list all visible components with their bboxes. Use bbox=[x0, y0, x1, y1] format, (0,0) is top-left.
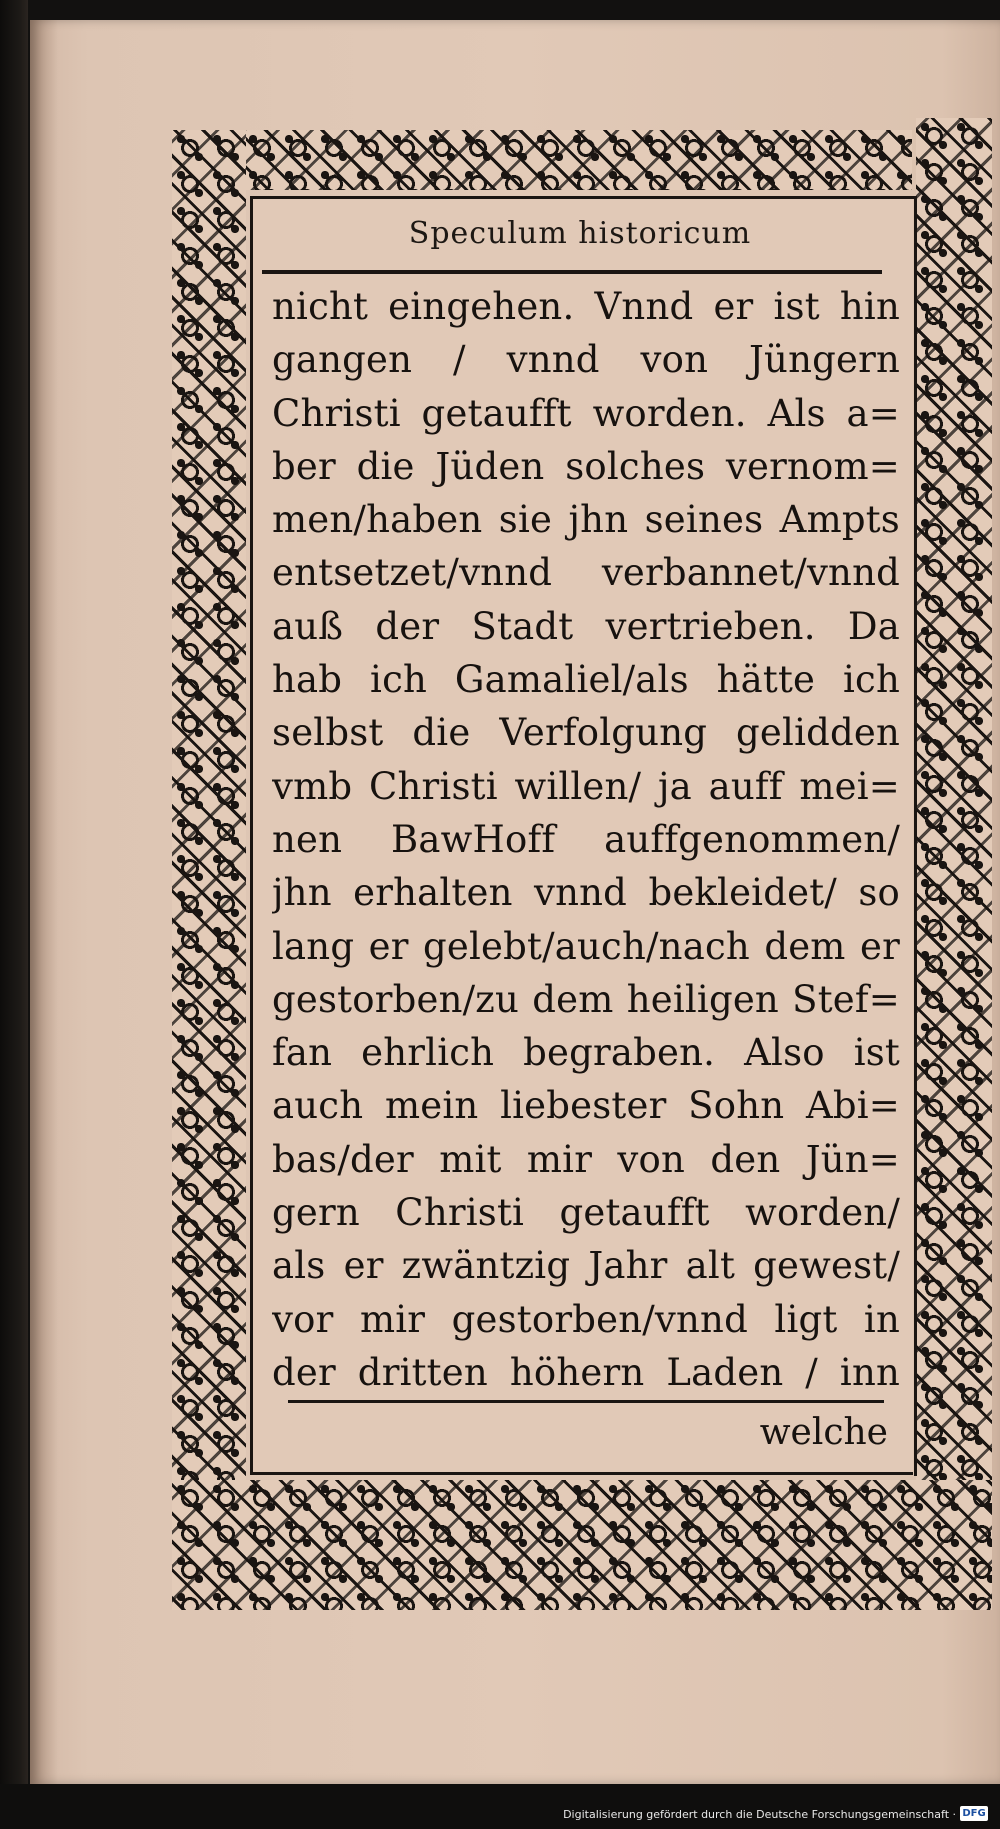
text-line: bas/der mit mir von den Jün= bbox=[272, 1137, 900, 1181]
text-line: nicht eingehen. Vnnd er ist hin bbox=[272, 285, 900, 328]
ornamental-border-right bbox=[916, 118, 992, 1528]
text-line: vor mir gestorben/vnnd ligt in bbox=[272, 1297, 900, 1341]
frame-top-rule bbox=[250, 196, 914, 199]
text-line: Christi getaufft worden. Als a= bbox=[272, 391, 900, 435]
text-line: gestorben/zu dem heiligen Stef= bbox=[272, 977, 900, 1021]
running-head: Speculum historicum bbox=[408, 216, 752, 251]
ornamental-border-left bbox=[172, 130, 246, 1610]
text-line: auß der Stadt vertrieben. Da bbox=[272, 604, 900, 648]
body-text bbox=[272, 280, 900, 1399]
text-line: jhn erhalten vnnd bekleidet/ so bbox=[272, 871, 900, 915]
text-line: nen BawHoff auffgenommen/ bbox=[272, 817, 900, 861]
text-line: hab ich Gamaliel/als hätte ich bbox=[272, 658, 900, 702]
text-line: fan ehrlich begraben. Also ist bbox=[272, 1031, 900, 1075]
text-line: ber die Jüden solches vernom= bbox=[272, 444, 900, 488]
digitization-credit: Digitalisierung gefördert durch die Deutsche Forschungsgemeinschaft · bbox=[563, 1808, 956, 1821]
foot-rule bbox=[288, 1400, 884, 1403]
text-line: men/haben sie jhn seines Ampts bbox=[272, 498, 900, 542]
scan-bottom-band bbox=[0, 1784, 1000, 1829]
catchword: welche bbox=[759, 1412, 888, 1453]
text-line: der dritten höhern Laden / inn bbox=[272, 1350, 900, 1394]
frame-right-rule bbox=[914, 196, 917, 1476]
text-line: selbst die Verfolgung gelidden bbox=[272, 711, 900, 755]
text-line: als er zwäntzig Jahr alt gewest/ bbox=[272, 1244, 900, 1288]
page-gutter-shadow bbox=[30, 20, 58, 1784]
scan-left-edge bbox=[0, 0, 28, 1829]
ornamental-border-bottom bbox=[172, 1480, 992, 1610]
text-line: lang er gelebt/auch/nach dem er bbox=[272, 924, 900, 968]
text-line: auch mein liebester Sohn Abi= bbox=[272, 1084, 900, 1128]
text-line: vmb Christi willen/ ja auff mei= bbox=[272, 764, 900, 808]
text-line: entsetzet/vnnd verbannet/vnnd bbox=[272, 551, 900, 595]
head-rule bbox=[262, 270, 882, 274]
ornamental-border-top bbox=[172, 130, 912, 190]
text-line: gangen / vnnd von Jüngern bbox=[272, 338, 900, 382]
dfg-logo: DFG bbox=[960, 1806, 988, 1821]
text-line: gern Christi getaufft worden/ bbox=[272, 1191, 900, 1235]
